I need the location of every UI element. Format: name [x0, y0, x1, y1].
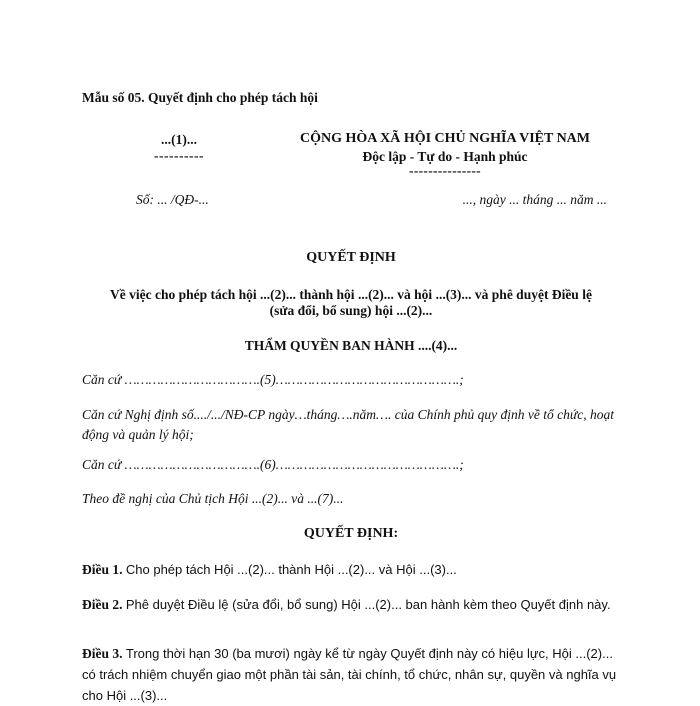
article-label: Điều 3.	[82, 646, 123, 661]
basis-item: Căn cứ …………………………….(5)……………………………………….;	[82, 372, 464, 387]
form-title: Mẫu số 05. Quyết định cho phép tách hội	[82, 90, 318, 105]
place-date-line: ..., ngày ... tháng ... năm ...	[462, 192, 607, 207]
basis-item: Theo đề nghị của Chủ tịch Hội ...(2)... và ...(7)...	[82, 491, 344, 506]
article-label: Điều 2.	[82, 597, 123, 612]
issuing-authority: THẨM QUYỀN BAN HÀNH ....(4)...	[244, 338, 458, 353]
basis-item: Căn cứ …………………………….(6)……………………………………….;	[82, 457, 464, 472]
national-title: CỘNG HÒA XÃ HỘI CHỦ NGHĨA VIỆT NAM	[299, 131, 590, 146]
basis-item: Căn cứ Nghị định số..../.../NĐ-CP ngày…tháng….năm…. của Chính phủ quy định về tổ chức, hoạt động và quản lý hội;	[82, 407, 614, 442]
article-1	[82, 559, 620, 580]
article-2	[82, 594, 620, 615]
article-text: Cho phép tách Hội ...(2)... thành Hội ...(2)... và Hội ...(3)...	[125, 562, 457, 577]
issuing-org-placeholder: ...(1)...	[161, 132, 197, 147]
national-motto: Độc lập - Tự do - Hạnh phúc	[362, 149, 528, 164]
subject-line-1: Về việc cho phép tách hội ...(2)... thành hội ...(2)... và hội ...(3)... và phê duyệt Điều lệ	[110, 287, 592, 302]
article-text: Phê duyệt Điều lệ (sửa đổi, bổ sung) Hội ...(2)... ban hành kèm theo Quyết định này.	[125, 597, 611, 612]
document-title: QUYẾT ĐỊNH	[306, 250, 396, 265]
issuing-org-underline: ----------	[154, 148, 204, 163]
decision-number: Số: ... /QĐ-...	[136, 192, 209, 207]
article-label: Điều 1.	[82, 562, 123, 577]
article-text: Trong thời hạn 30 (ba mươi) ngày kể từ ngày Quyết định này có hiệu lực, Hội ...(2)... có trách nhiệm chuyển giao một phần tài sản, tài chính, tổ chức, nhân sự, quyền và nghĩa vụ cho Hội ...(3)...	[82, 646, 617, 703]
subject-line-2: (sửa đổi, bổ sung) hội ...(2)...	[269, 303, 433, 318]
motto-underline: ---------------	[409, 163, 481, 178]
decision-heading: QUYẾT ĐỊNH:	[303, 526, 399, 541]
article-3	[82, 643, 620, 706]
